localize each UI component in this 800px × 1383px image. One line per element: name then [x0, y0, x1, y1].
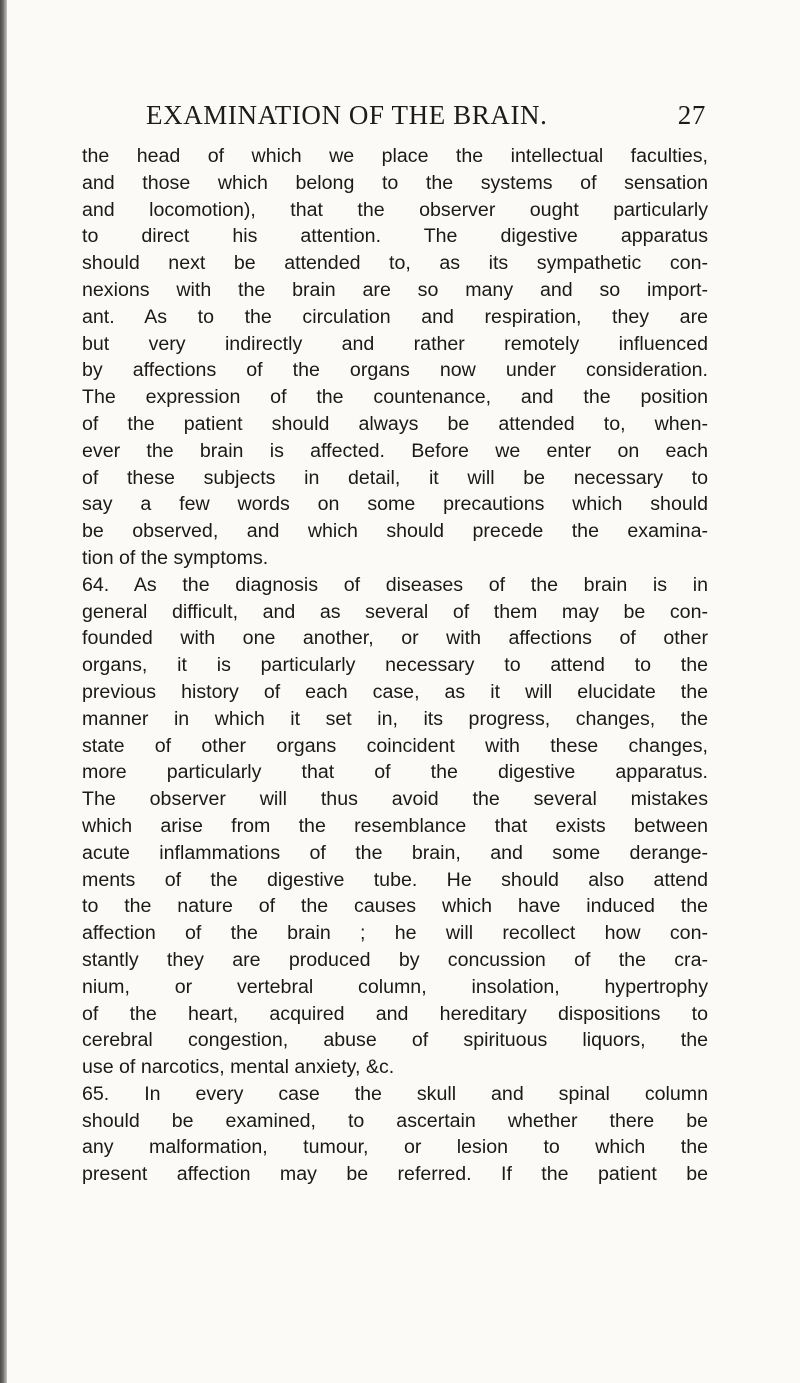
- text-line: affection of the brain ; he will recollect how con-: [82, 922, 708, 945]
- page-spine-edge: [0, 0, 7, 1383]
- text-line: ments of the digestive tube. He should also attend: [82, 868, 708, 891]
- running-head-title: EXAMINATION OF THE BRAIN.: [146, 100, 548, 130]
- text-line: of the patient should always be attended to, when-: [82, 412, 708, 435]
- text-line: state of other organs coincident with these changes,: [82, 734, 708, 757]
- text-line: say a few words on some precautions which should: [82, 493, 708, 516]
- text-line: present affection may be referred. If the patient be: [82, 1163, 708, 1186]
- text-line: tion of the symptoms.: [82, 546, 269, 569]
- text-line: but very indirectly and rather remotely influenced: [82, 332, 708, 355]
- text-line: nexions with the brain are so many and so import-: [82, 278, 708, 301]
- running-head: [146, 100, 706, 140]
- text-line: manner in which it set in, its progress, changes, the: [82, 707, 708, 730]
- body-text: [82, 143, 708, 1188]
- text-line: general difficult, and as several of them may be con-: [82, 600, 708, 623]
- text-line: more particularly that of the digestive apparatus.: [82, 761, 708, 784]
- text-line: organs, it is particularly necessary to attend to the: [82, 654, 708, 677]
- text-line: previous history of each case, as it will elucidate the: [82, 680, 708, 703]
- text-line: ever the brain is affected. Before we enter on each: [82, 439, 708, 462]
- text-line: of the heart, acquired and hereditary dispositions to: [82, 1002, 708, 1025]
- page-number: 27: [677, 100, 706, 130]
- text-line: and those which belong to the systems of sensation: [82, 171, 708, 194]
- text-line: any malformation, tumour, or lesion to which the: [82, 1136, 708, 1159]
- text-line: acute inflammations of the brain, and some derange-: [82, 841, 708, 864]
- text-line: the head of which we place the intellectual faculties,: [82, 145, 708, 167]
- text-line: stantly they are produced by concussion of the cra-: [82, 948, 708, 971]
- text-line: to the nature of the causes which have induced the: [82, 895, 708, 918]
- text-line: to direct his attention. The digestive apparatus: [82, 225, 708, 248]
- text-line: which arise from the resemblance that exists between: [82, 814, 708, 837]
- text-line: and locomotion), that the observer ought particularly: [82, 198, 708, 221]
- text-line: use of narcotics, mental anxiety, &c.: [82, 1056, 395, 1079]
- text-line: The expression of the countenance, and the position: [82, 386, 708, 409]
- text-line: 65. In every case the skull and spinal column: [82, 1082, 708, 1105]
- text-line: should be examined, to ascertain whether there be: [82, 1109, 708, 1132]
- text-line: of these subjects in detail, it will be necessary to: [82, 466, 708, 489]
- text-line: cerebral congestion, abuse of spirituous liquors, the: [82, 1029, 708, 1052]
- text-line: be observed, and which should precede the examina-: [82, 520, 708, 543]
- text-line: should next be attended to, as its sympathetic con-: [82, 252, 708, 275]
- text-line: nium, or vertebral column, insolation, hypertrophy: [82, 975, 708, 998]
- text-line: 64. As the diagnosis of diseases of the brain is in: [82, 573, 708, 596]
- text-line: founded with one another, or with affections of other: [82, 627, 708, 650]
- text-line: The observer will thus avoid the several mistakes: [82, 788, 708, 811]
- text-line: ant. As to the circulation and respiration, they are: [82, 305, 708, 328]
- text-line: by affections of the organs now under consideration.: [82, 359, 708, 382]
